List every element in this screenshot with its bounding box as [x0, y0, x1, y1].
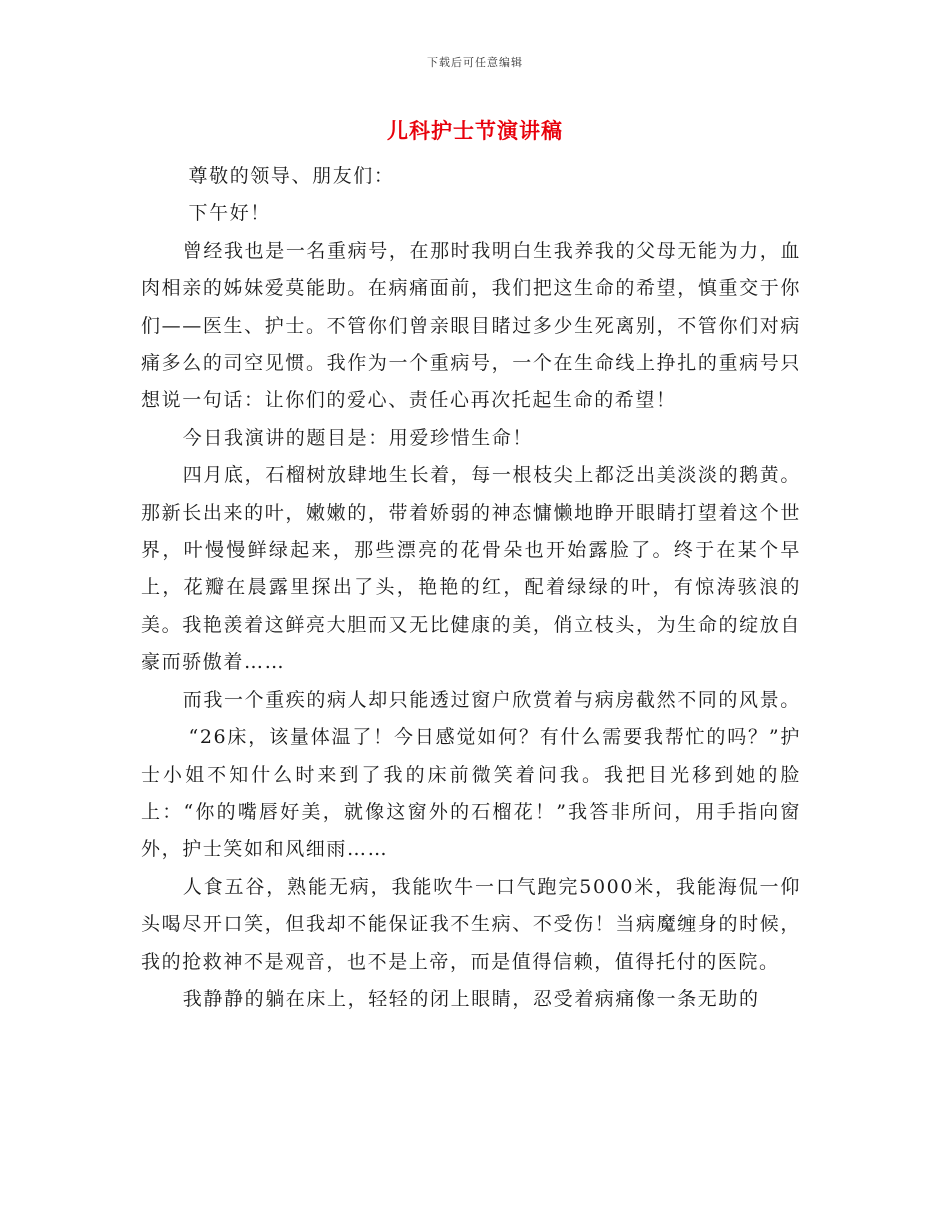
paragraph-salutation: 尊敬的领导、朋友们： [188, 165, 395, 187]
paragraph-dialogue: “26床，该量体温了！今日感觉如何？有什么需要我帮忙的吗？”护士小姐不知什么时来到了我的床前微笑着问我。我把目光移到她的脸上：“你的嘴唇好美，就像这窗外的石榴花！”我答非所问，用手指向窗外，护士笑如和风细雨…… [141, 726, 801, 861]
paragraph-topic: 今日我演讲的题目是：用爱珍惜生命！ [182, 426, 533, 449]
document-body [141, 158, 801, 1018]
paragraph: 四月底，石榴树放肆地生长着，每一根枝尖上都泛出美淡淡的鹅黄。那新长出来的叶，嫩嫩的，带着娇弱的神态慵懒地睁开眼睛打望着这个世界，叶慢慢鲜绿起来，那些漂亮的花骨朵也开始露脸了。终于在某个早上，花瓣在晨露里探出了头，艳艳的红，配着绿绿的叶，有惊涛骇浪的美。我艳羡着这鲜亮大胆而又无比健康的美，俏立枝头，为生命的绽放自豪而骄傲着…… [141, 464, 801, 674]
paragraph: 曾经我也是一名重病号，在那时我明白生我养我的父母无能为力，血肉相亲的姊妹爱莫能助。在病痛面前，我们把这生命的希望，慎重交于你们——医生、护士。不管你们曾亲眼目睹过多少生死离别，不管你们对病痛多么的司空见惯。我作为一个重病号，一个在生命线上挣扎的重病号只想说一句话：让你们的爱心、责任心再次托起生命的希望！ [141, 239, 801, 412]
document-title: 儿科护士节演讲稿 [387, 118, 563, 143]
paragraph: 人食五谷，熟能无病，我能吹牛一口气跑完5000米，我能海侃一仰头喝尽开口笑，但我却不能保证我不生病、不受伤！当病魔缠身的时候，我的抢救神不是观音，也不是上帝，而是值得信赖，值得托付的医院。 [141, 875, 801, 973]
paragraph-greeting: 下午好！ [188, 202, 271, 225]
paragraph: 我静静的躺在床上，轻轻的闭上眼睛，忍受着病痛像一条无助的 [182, 987, 760, 1010]
header-note: 下载后可任意编辑 [427, 56, 523, 69]
paragraph: 而我一个重疾的病人却只能透过窗户欣赏着与病房截然不同的风景。 [182, 688, 801, 711]
